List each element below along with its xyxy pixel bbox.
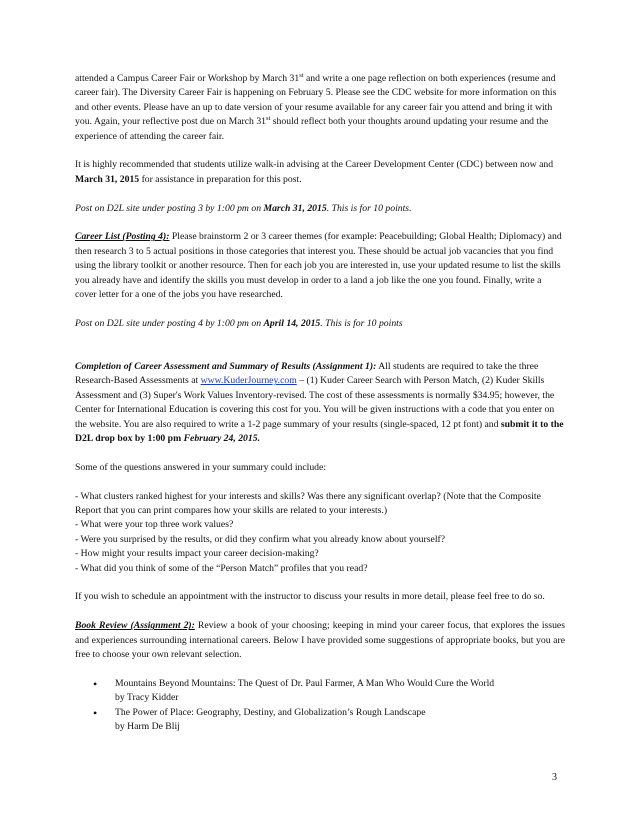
question-item: - What did you think of some of the “Person Match” profiles that you read? [75, 562, 368, 574]
question-item: - What clusters ranked highest for your interests and skills? Was there any significant overlap? (Note that the Composite Report that you can print compares how your skills are related to your interests.) [75, 490, 541, 517]
assignment-2-heading: Book Review (Assignment 2): [75, 620, 195, 632]
spacer [75, 346, 565, 360]
advising-paragraph: It is highly recommended that students utilize walk-in advising at the Career Development Center (CDC) between now and March 31, 2015 for assistance in preparation for this post. [75, 159, 554, 185]
book-item: • The Power of Place: Geography, Destiny, and Globalization’s Rough Landscape by Harm De Blij [115, 706, 565, 735]
question-item: - Were you surprised by the results, or did they confirm what you already know about yourself? [75, 533, 446, 545]
assignment-1-paragraph: Completion of Career Assessment and Summary of Results (Assignment 1): All students are required to take the three Research-Based Assessments at www.KuderJourney.com – (1) Kuder Career Search with Person Match, (2) Kuder Skills Assessment and (3) Super's Work Values Inventory-revised. The cost of these assessments is normally $34.95; however, the Center for International Education is covering this cost for you. You will be given instructions with a code that you enter on the website. You are also required to write a 1-2 page summary of your results (single-spaced, 12 pt font) and submit it to the D2L drop box by 1:00 pm February 24, 2015. [75, 361, 564, 445]
kuder-journey-link[interactable]: www.KuderJourney.com [200, 375, 297, 387]
question-item: - How might your results impact your career decision-making? [75, 548, 319, 560]
page-number: 3 [552, 772, 557, 783]
question-item: - What were your top three work values? [75, 519, 234, 531]
career-list-paragraph: Career List (Posting 4): Please brainstorm 2 or 3 career themes (for example: Peacebuilding; Global Health; Diplomacy) and then research 3 to 5 actual positions in those categories that interest you. These should be actual job vacancies that you find using the library toolkit or another resource. Then for each job you are interested in, use your updated resume to list the skills you already have and identify the skills you must develop in order to a land a job like the one you found. Finally, write a cover letter for a one of the jobs you have researched. [75, 231, 562, 301]
posting-3-deadline: Post on D2L site under posting 3 by 1:00 pm on March 31, 2015. This is for 10 points. [75, 202, 412, 214]
posting-4-deadline: Post on D2L site under posting 4 by 1:00 pm on April 14, 2015. This is for 10 points [75, 317, 403, 329]
book-list [75, 677, 565, 735]
assignment-2-paragraph: Book Review (Assignment 2): Review a book of your choosing; keeping in mind your career focus, that explores the issues and experiences surrounding international careers. Below I have provided some suggestions of appropriate books, but you are free to choose your own relevant selection. [75, 620, 565, 661]
assignment-1-heading: Completion of Career Assessment and Summary of Results (Assignment 1): [75, 361, 377, 373]
career-list-heading: Career List (Posting 4): [75, 231, 170, 243]
book-item: • Mountains Beyond Mountains: The Quest of Dr. Paul Farmer, A Man Who Would Cure the World by Tracy Kidder [115, 677, 565, 706]
questions-intro: Some of the questions answered in your summary could include: [75, 461, 327, 473]
appointment-paragraph: If you wish to schedule an appointment with the instructor to discuss your results in more detail, please feel free to do so. [75, 591, 545, 603]
intro-paragraph: attended a Campus Career Fair or Workshop by March 31st and write a one page reflection on both experiences (resume and career fair). The Diversity Career Fair is happening on February 5. Please see the CDC website for more information on this and other events. Please have an up to date version of your resume available for any career fair you attend and bring it with you. Again, your reflective post due on March 31st should reflect both your thoughts around updating your resume and the experience of attending the career fair. [75, 71, 557, 142]
page-content [75, 72, 565, 735]
